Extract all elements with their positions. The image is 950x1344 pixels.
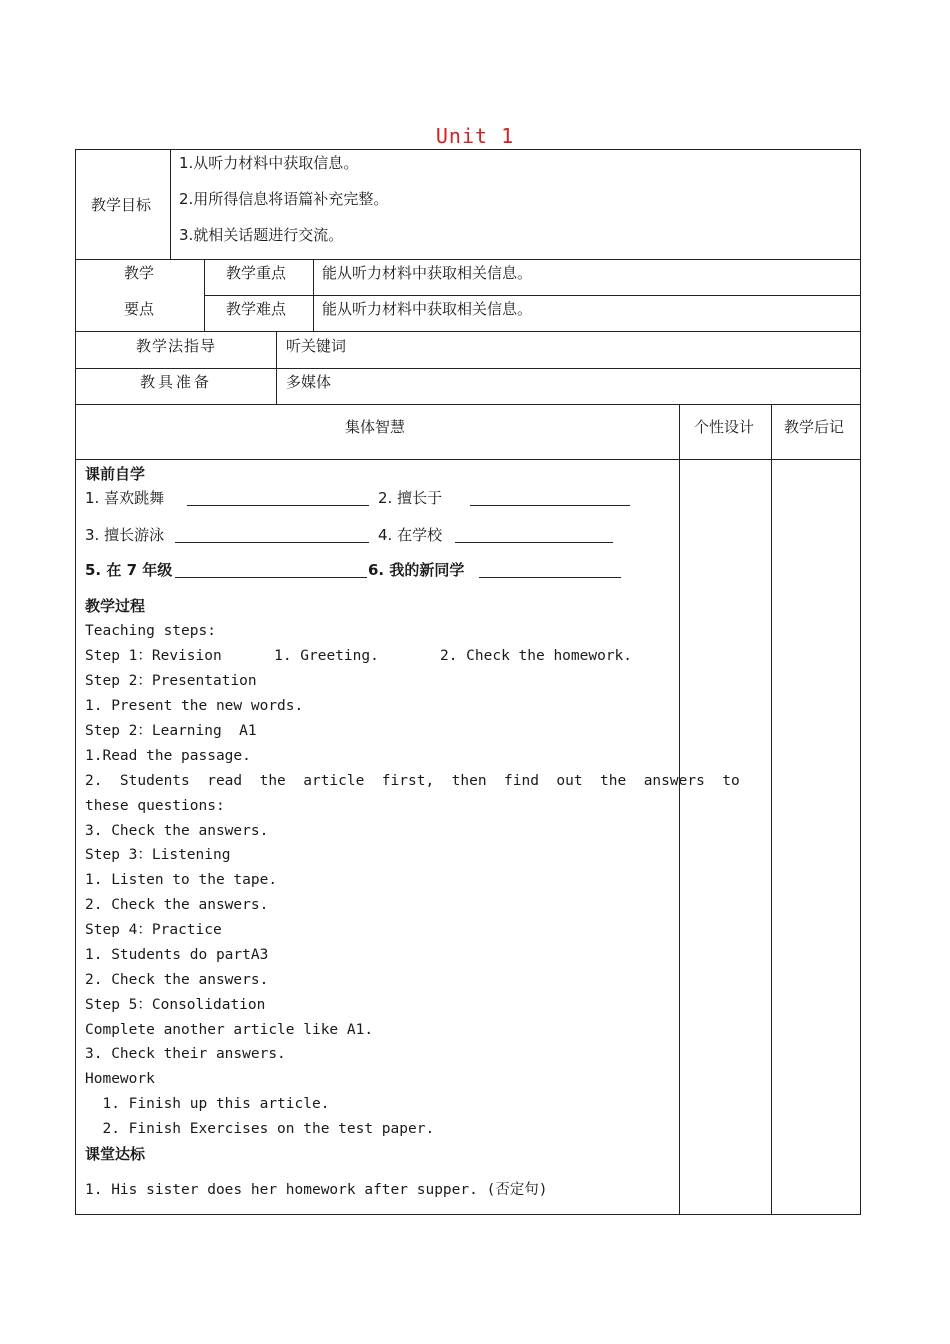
process-line: these questions: <box>85 798 225 814</box>
focus-text: 能从听力材料中获取相关信息。 <box>322 264 533 282</box>
process-line: Step 3：Listening <box>85 847 231 863</box>
process-heading: 教学过程 <box>85 597 146 615</box>
preview-q4: 4. 在学校 <box>378 526 443 544</box>
preview-q5: 5. 在 7 年级 <box>85 561 173 579</box>
objectives-label: 教学目标 <box>91 196 152 214</box>
preview-q1-blank <box>187 505 369 506</box>
process-line: 1. Students do partA3 <box>85 947 269 963</box>
difficulty-label: 教学难点 <box>226 300 287 318</box>
preview-q4-blank <box>455 542 613 543</box>
preview-q6-blank <box>479 577 621 578</box>
classroom-q1: 1. His sister does her homework after supper. (否定句) <box>85 1182 548 1198</box>
focus-label: 教学重点 <box>226 264 287 282</box>
difficulty-text: 能从听力材料中获取相关信息。 <box>322 300 533 318</box>
objective-item-3: 3.就相关话题进行交流。 <box>179 226 344 244</box>
keypoints-mid-line <box>204 295 861 296</box>
process-line: Step 2：Presentation <box>85 673 257 689</box>
classroom-heading: 课堂达标 <box>85 1145 146 1163</box>
objective-item-1: 1.从听力材料中获取信息。 <box>179 154 359 172</box>
objective-item-2: 2.用所得信息将语篇补充完整。 <box>179 190 389 208</box>
keypoints-label-top: 教学 <box>124 264 155 282</box>
tools-label: 教具准备 <box>140 373 213 391</box>
process-line: Complete another article like A1. <box>85 1022 374 1038</box>
main-col-divider-1 <box>679 404 680 1215</box>
preview-q2-blank <box>470 505 630 506</box>
preview-q2: 2. 擅长于 <box>378 489 443 507</box>
method-value: 听关键词 <box>286 337 347 355</box>
page-title: Unit 1 <box>435 124 515 148</box>
process-line: 1.Read the passage. <box>85 748 251 764</box>
column-design-header: 个性设计 <box>694 418 755 436</box>
process-line: 1. Listen to the tape. <box>85 872 278 888</box>
process-line: Step 4：Practice <box>85 922 222 938</box>
preview-q1: 1. 喜欢跳舞 <box>85 489 165 507</box>
process-line: 2. Check the answers. <box>85 897 269 913</box>
process-line: 2. Check the answers. <box>85 972 269 988</box>
tools-value: 多媒体 <box>286 373 332 391</box>
process-line: Step 5：Consolidation <box>85 997 266 1013</box>
objectives-divider <box>170 149 171 260</box>
process-line: 3. Check their answers. <box>85 1046 286 1062</box>
process-line: Step 2：Learning A1 <box>85 723 257 739</box>
process-line: Teaching steps: <box>85 623 216 639</box>
process-line: Homework <box>85 1071 155 1087</box>
process-line: 2. Students read the article first, then find out the answers to <box>85 773 740 789</box>
process-line: 1. Present the new words. <box>85 698 304 714</box>
preview-q5-blank <box>175 577 367 578</box>
preview-q6: 6. 我的新同学 <box>368 561 465 579</box>
keypoints-label-bottom: 要点 <box>124 300 155 318</box>
method-label: 教学法指导 <box>136 337 217 355</box>
preview-heading: 课前自学 <box>85 465 146 483</box>
preview-q3: 3. 擅长游泳 <box>85 526 165 544</box>
main-col-divider-2 <box>771 404 772 1215</box>
process-line: 1. Finish up this article. <box>85 1096 330 1112</box>
column-main-header: 集体智慧 <box>345 418 406 436</box>
process-line: 3. Check the answers. <box>85 823 269 839</box>
column-notes-header: 教学后记 <box>784 418 845 436</box>
main-header-line <box>75 459 861 460</box>
process-line: 2. Finish Exercises on the test paper. <box>85 1121 435 1137</box>
process-line: Step 1：Revision 1. Greeting. 2. Check the homework. <box>85 648 633 664</box>
preview-q3-blank <box>175 542 369 543</box>
